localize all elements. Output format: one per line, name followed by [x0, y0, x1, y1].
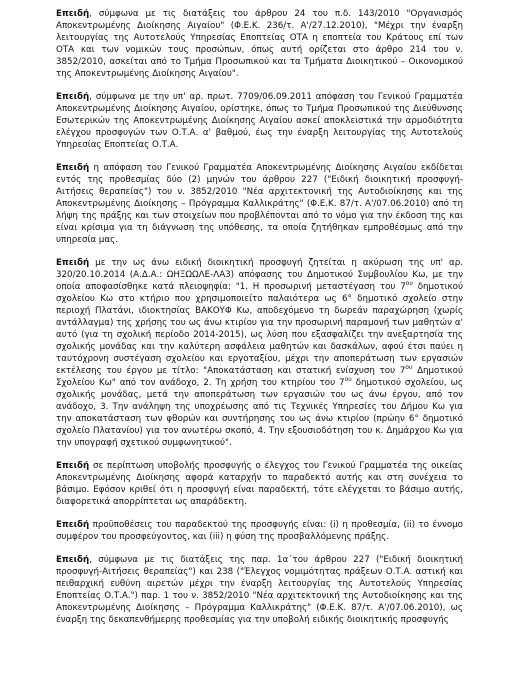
paragraph-2	[56, 91, 463, 151]
paragraph-lead: Επειδή	[56, 92, 90, 102]
paragraph-5	[56, 460, 463, 508]
paragraph-text-part: Δημοτικού Σχολείου Κω" από τον ανάδοχο, 2. Τη χρήση του κτηρίου του 7	[56, 366, 463, 388]
paragraph-lead: Επειδή	[56, 461, 90, 471]
paragraph-text: , σύμφωνα με τις διατάξεις της παρ. 1α΄του άρθρου 227 ("Ειδική διοικητική προσφυγή-Αιτήσεις θεραπείας") και 238 ("Έλεγχος νομιμότητας πράξεων Ο.Τ.Α. αστική και πειθαρχική ευθύνη αιρετών μέχρι την έναρξη λειτουργίας της Αυτοτελούς Υπηρεσίας Εποπτείας Ο.Τ.Α.") παρ. 1 του ν. 3852/2010 "Νέα αρχιτεκτονική της Αυτοδιοίκησης και της Αποκεντρωμένης Διοίκησης – Πρόγραμμα Καλλικράτης" (Φ.Ε.Κ. 87/τ. Α'/07.06.2010), ως έναρξη της δεκαπενθήμερης προθεσμίας για την υποβολή ειδικής διοικητικής προσφυγής	[56, 555, 463, 625]
paragraph-text: η απόφαση του Γενικού Γραμματέα Αποκεντρωμένης Διοίκησης Αιγαίου εκδίδεται εντός της προθεσμίας δύο (2) μηνών του άρθρου 227 ("Ειδική διοικητική προσφυγή-Αιτήσεις θεραπείας") του ν. 3852/2010 "Νέα αρχιτεκτονική της Αυτοδιοίκησης και της Αποκεντρωμένης Διοίκησης – Πρόγραμμα Καλλικράτης" (Φ.Ε.Κ. 87/τ. Α'/07.06.2010) από τη λήψη της πράξης και των στοιχείων που προβλέπονται από το νόμο για την έκδοση της και είναι κρίσιμα για τη διάγνωση της υπόθεσης, τα οποία ζητήθηκαν εμπροθέσμως από την υπηρεσία μας.	[56, 163, 463, 245]
paragraph-text-part: δημοτικού σχολείου, ως σχολικής μονάδας, μετά την αποπεράτωση των εργασιών του ως άνω έργου, από τον ανάδοχο, 3. Την ανάληψη της υποχρέωσης από τις Τεχνικές Υπηρεσίες του Δήμου Κω για την αποκατάσταση των φθορών και συντήρησης του ως άνω κτιρίου (πρώην 6° δημοτικό σχολείο Πλατανίου) για τον ανωτέρω σκοπό, 4. Την εξουσιοδότηση του κ. Δημάρχου Κω για την υπογραφή σχετικού συμφωνητικού".	[56, 378, 463, 448]
paragraph-lead: Επειδή	[56, 163, 90, 173]
ordinal-superscript: ου	[344, 376, 352, 384]
paragraph-text-part: δημοτικού σχολείου Κω στο κτήριο που χρησιμοποιείτο παλαιότερα ως 6° δημοτικό σχολείο στην περιοχή Πλατάνι, ιδιοκτησίας ΒΑΚΟΥΦ Κω, αποδεχόμενο τη δωρεάν παραχώρηση (χωρίς αντάλλαγμα) της χρήσης του ως άνω κτιρίου για την προσωρινή παραμονή των μαθητών α' αυτό (για τη σχολική περίοδο 2014-2015), ως λύση που εξασφαλίζει την ανεξαρτησία της σχολικής μονάδας και την καλύτερη ασφάλεια μαθητών και δασκάλων, αφού έτσι παύει η ταυτόχρονη συστέγαση σχολείου και εργοταξίου, μέχρι την αποπεράτωση των εργασιών εκτέλεσης του έργου με τίτλο: "Αποκατάσταση και στατική ενίσχυση του 7	[56, 282, 463, 376]
paragraph-3	[56, 162, 463, 246]
paragraph-text-part: με την ως άνω ειδική διοικητική προσφυγή ζητείται η ακύρωση της υπ' αρ. 320/20.10.2014 (Α.Δ.Α.: ΩΗΞΩΩΛΕ-ΛΑ3) απόφασης του Δημοτικού Συμβουλίου Κω, με την οποία αποφασίσθηκε κατά πλειοψηφία: "1. Η προσωρινή μεταστέγαση του 7	[56, 258, 463, 292]
ordinal-superscript: ου	[405, 280, 413, 288]
paragraph-lead: Επειδή	[56, 9, 90, 19]
paragraph-1	[56, 8, 463, 80]
paragraph-7	[56, 554, 463, 626]
paragraph-lead: Επειδή	[56, 258, 90, 268]
paragraph-4	[56, 257, 463, 449]
paragraph-lead: Επειδή	[56, 555, 90, 565]
document-body	[56, 8, 463, 626]
paragraph-text: σε περίπτωση υποβολής προσφυγής ο έλεγχος του Γενικού Γραμματέα της οικείας Αποκεντρωμένης Διοίκησης αφορά καταρχήν το παραδεκτό αυτής και στη συνέχεια το βάσιμο. Εφόσον κριθεί ότι η προσφυγή είναι παραδεκτή, τότε ελέγχεται το βάσιμο αυτής, διαφορετικά απορρίπτεται ως απαράδεκτη.	[56, 461, 463, 507]
paragraph-text: προϋποθέσεις του παραδεκτού της προσφυγής είναι: (i) η προθεσμία, (ii) το έννομο συμφέρον του προσφεύγοντος, και (iii) η φύση της προσβαλλόμενης πράξης.	[56, 520, 463, 542]
ordinal-superscript: ου	[405, 364, 413, 372]
paragraph-text: , σύμφωνα με την υπ' αρ. πρωτ. 7709/06.09.2011 απόφαση του Γενικού Γραμματέα Αποκεντρωμένης Διοίκησης Αιγαίου, ορίστηκε, όπως το Τμήμα Προσωπικού της Διεύθυνσης Εσωτερικών της Αποκεντρωμένης Διοίκησης Αιγαίου ασκεί αποκλειστικά την αρμοδιότητα ελέγχου προσφυγών των Ο.Τ.Α. α' βαθμού, έως την έναρξη λειτουργίας της Αυτοτελούς Υπηρεσίας Εποπτείας Ο.Τ.Α.	[56, 92, 463, 150]
paragraph-6	[56, 519, 463, 543]
paragraph-lead: Επειδή	[56, 520, 90, 530]
paragraph-text: , σύμφωνα με τις διατάξεις του άρθρου 24 του π.δ. 143/2010 "Οργανισμός Αποκεντρωμένης Διοίκησης Αιγαίου" (Φ.Ε.Κ. 236/τ. Α'/27.12.2010), "Μέχρι την έναρξη λειτουργίας της Αυτοτελούς Υπηρεσίας Εποπτείας ΟΤΑ η εποπτεία του Κράτους επί των ΟΤΑ και των νομικών τους προσώπων, όπως αυτή ορίζεται στο άρθρο 214 του ν. 3852/2010, ασκείται από το Τμήμα Προσωπικού και τα Τμήματα Διοικητικού – Οικονομικού της Αποκεντρωμένης Διοίκησης Αιγαίου".	[56, 9, 463, 79]
